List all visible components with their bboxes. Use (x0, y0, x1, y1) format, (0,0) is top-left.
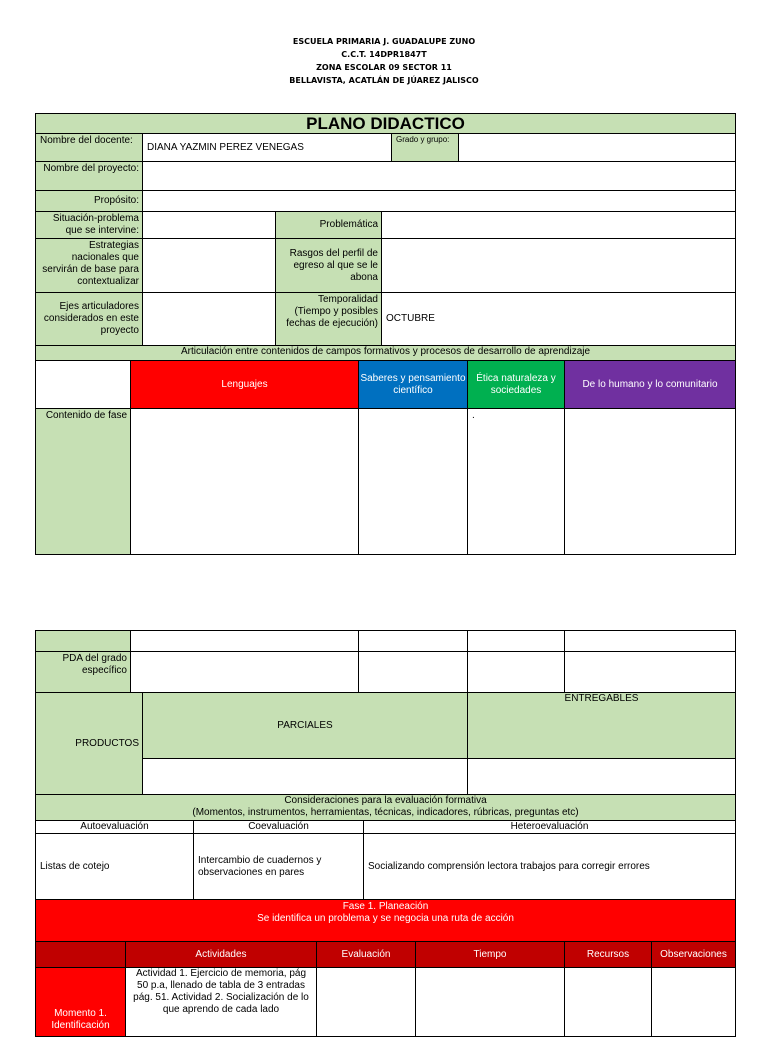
purpose-label: Propósito: (35, 190, 143, 212)
considerations-label (35, 794, 736, 821)
auto-value: Listas de cotejo (35, 833, 194, 900)
continuation-lenguajes[interactable] (130, 630, 359, 652)
moment-1-resources[interactable] (564, 967, 652, 1037)
situation-value[interactable] (142, 211, 276, 239)
col-activities: Actividades (125, 941, 317, 968)
grade-label: Grado y grupo: (391, 133, 459, 162)
col-observations: Observaciones (651, 941, 736, 968)
problem-value[interactable] (381, 211, 736, 239)
pda-label: PDA del grado específico (35, 651, 131, 693)
moment-1-label: Momento 1. Identificación (35, 967, 126, 1037)
strategies-value[interactable] (142, 238, 276, 293)
situation-label: Situación-problema que se intervine: (35, 211, 143, 239)
phase-banner (35, 899, 736, 942)
time-label: Temporalidad (Tiempo y posibles fechas de ejecución) (275, 292, 382, 346)
deliverables-value[interactable] (467, 758, 736, 795)
moment-1-activities: Actividad 1. Ejercicio de memoria, pág 50 p.a, llenado de tabla de 3 entradas pág. 51. Actividad 2. Socialización de lo que aprendo de cada lado (125, 967, 317, 1037)
axes-value[interactable] (142, 292, 276, 346)
content-label: Contenido de fase (35, 408, 131, 555)
partial-label: PARCIALES (142, 692, 468, 759)
content-saberes[interactable] (358, 408, 468, 555)
field-humano: De lo humano y lo comunitario (564, 360, 736, 409)
project-value[interactable] (142, 161, 736, 191)
plan-title: PLANO DIDACTICO (35, 113, 736, 134)
fields-corner (35, 360, 131, 409)
articulation-label: Articulación entre contenidos de campos formativos y procesos de desarrollo de aprendizaje (35, 345, 736, 361)
time-value: OCTUBRE (381, 292, 736, 346)
continuation-humano[interactable] (564, 630, 736, 652)
considerations-detail: (Momentos, instrumentos, herramientas, técnicas, indicadores, rúbricas, preguntas etc) (192, 807, 579, 818)
problem-label: Problemática (275, 211, 382, 239)
products-label: PRODUCTOS (35, 692, 143, 795)
content-lenguajes[interactable] (130, 408, 359, 555)
school-location: BELLAVISTA, ACATLÁN DE JÚAREZ JALISCO (289, 76, 479, 85)
col-time: Tiempo (415, 941, 565, 968)
phase-description: Se identifica un problema y se negocia una ruta de acción (257, 913, 514, 924)
grade-value[interactable] (458, 133, 736, 162)
strategies-label: Estrategias nacionales que servirán de base para contextualizar (35, 238, 143, 293)
profile-label: Rasgos del perfil de egreso al que se le abona (275, 238, 382, 293)
moment-1-observations[interactable] (651, 967, 736, 1037)
field-etica: Ética naturaleza y sociedades (467, 360, 565, 409)
content-humano[interactable] (564, 408, 736, 555)
moment-1-time[interactable] (415, 967, 565, 1037)
teacher-label: Nombre del docente: (35, 133, 143, 162)
partial-value[interactable] (142, 758, 468, 795)
continuation-etica[interactable] (467, 630, 565, 652)
teacher-name: DIANA YAZMIN PEREZ VENEGAS (142, 133, 392, 162)
moment-1-evaluation[interactable] (316, 967, 416, 1037)
pda-lenguajes[interactable] (130, 651, 359, 693)
continuation-saberes[interactable] (358, 630, 468, 652)
school-cct: C.C.T. 14DPR1847T (341, 50, 427, 59)
pda-saberes[interactable] (358, 651, 468, 693)
school-name: ESCUELA PRIMARIA J. GUADALUPE ZUNO (292, 37, 476, 46)
pda-humano[interactable] (564, 651, 736, 693)
deliverables-label: ENTREGABLES (467, 692, 736, 759)
profile-value[interactable] (381, 238, 736, 293)
content-etica[interactable]: . (467, 408, 565, 555)
phase-title: Fase 1. Planeación (342, 901, 429, 912)
considerations-title: Consideraciones para la evaluación formativa (284, 795, 487, 806)
field-lenguajes: Lenguajes (130, 360, 359, 409)
school-zone: ZONA ESCOLAR 09 SECTOR 11 (316, 63, 452, 72)
project-label: Nombre del proyecto: (35, 161, 143, 191)
school-header (0, 35, 768, 87)
auto-label: Autoevaluación (35, 820, 194, 834)
co-label: Coevaluación (193, 820, 364, 834)
hetero-value: Socializando comprensión lectora trabajos para corregir errores (363, 833, 736, 900)
axes-label: Ejes articuladores considerados en este proyecto (35, 292, 143, 346)
continuation-label (35, 630, 131, 652)
activity-corner (35, 941, 126, 968)
co-value: Intercambio de cuadernos y observaciones en pares (193, 833, 364, 900)
purpose-value[interactable] (142, 190, 736, 212)
col-evaluation: Evaluación (316, 941, 416, 968)
field-saberes: Saberes y pensamiento científico (358, 360, 468, 409)
pda-etica[interactable] (467, 651, 565, 693)
col-resources: Recursos (564, 941, 652, 968)
hetero-label: Heteroevaluación (363, 820, 736, 834)
